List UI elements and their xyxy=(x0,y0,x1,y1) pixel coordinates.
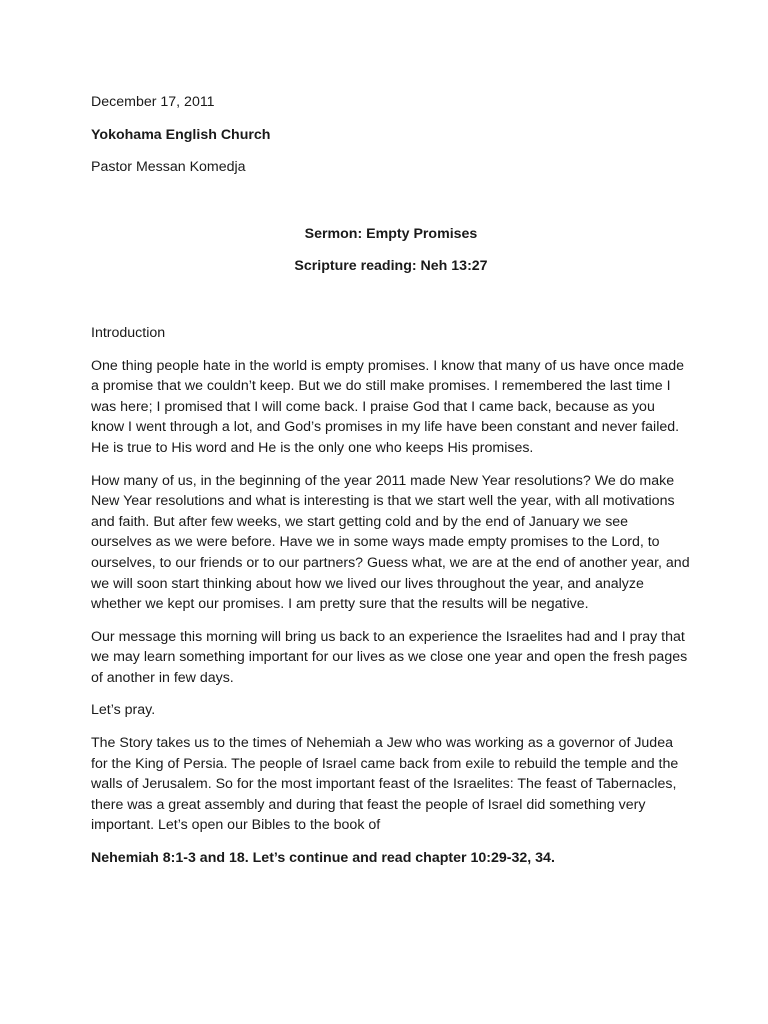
paragraph-5: The Story takes us to the times of Nehemiah a Jew who was working as a governor of Judea for the King of Persia. The people of Israel came back from exile to rebuild the temple and the walls of Jerusalem. So for the most important feast of the Israelites: The feast of Tabernacles, there was a great assembly and during that feast the people of Israel did something very important. Let’s open our Bibles to the book of xyxy=(91,735,679,834)
pastor-name: Pastor Messan Komedja xyxy=(91,159,246,176)
paragraph-4: Let’s pray. xyxy=(91,702,156,719)
scripture-reference: Nehemiah 8:1-3 and 18. Let’s continue and read chapter 10:29-32, 34. xyxy=(91,850,555,867)
sermon-title: Sermon: Empty Promises xyxy=(304,225,478,242)
paragraph-2: How many of us, in the beginning of the year 2011 made New Year resolutions? We do make New Year resolutions and what is interesting is that we start well the year, with all motivations and faith. But after few weeks, we start getting cold and by the end of January we see ourselves as we were before. Have we in some ways made empty promises to the Lord, to ourselves, to our friends or to our partners? Guess what, we are at the end of another year, and we will soon start thinking about how we lived our lives throughout the year, and analyze whether we kept our promises. I am pretty sure that the results will be negative. xyxy=(91,472,690,613)
paragraph-1: One thing people hate in the world is empty promises. I know that many of us have once made a promise that we couldn’t keep. But we do still make promises. I remembered the last time I was here; I promised that I will come back. I praise God that I came back, because as you know I went through a lot, and God’s promises in my life have been constant and never failed. He is true to His word and He is the only one who keeps His promises. xyxy=(91,357,685,456)
church-name: Yokohama English Church xyxy=(91,126,271,143)
scripture-reading: Scripture reading: Neh 13:27 xyxy=(294,258,488,275)
document-date: December 17, 2011 xyxy=(91,94,215,110)
paragraph-3: Our message this morning will bring us back to an experience the Israelites had and I pray that we may learn something important for our lives as we close one year and open the fresh pages of another in few days. xyxy=(91,628,688,686)
introduction-heading: Introduction xyxy=(91,324,166,341)
document-content xyxy=(91,92,691,881)
